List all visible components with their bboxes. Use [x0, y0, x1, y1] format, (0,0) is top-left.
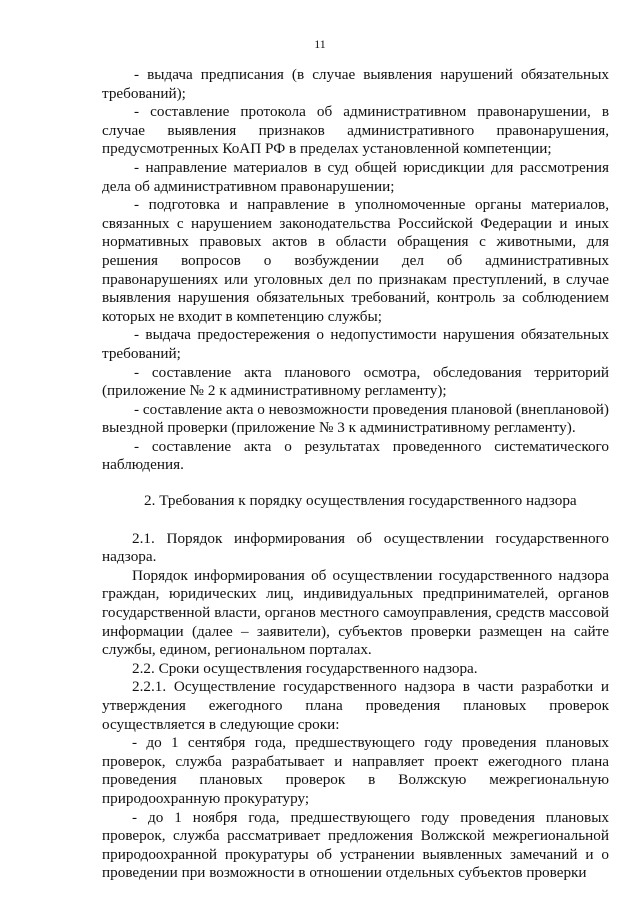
paragraph-warning: - выдача предостережения о недопустимости нарушения обязательных требований;: [102, 326, 609, 362]
paragraph-inspection-act: - составление акта планового осмотра, обследования территорий (приложение № 2 к административному регламенту);: [102, 363, 609, 400]
paragraph-materials-transfer: - подготовка и направление в уполномоченные органы материалов, связанных с нарушением законодательства Российской Федерации и иных нормативных правовых актов в области обращения с животными, для решения вопросов о возбуждении дел об административных правонарушениях или уголовных дел по признакам преступлений, в случае выявления нарушения обязательных требований, контроль за соблюдением которых не входит в компетенцию службы;: [102, 196, 609, 325]
paragraph-informing: Порядок информирования об осуществлении государственного надзора граждан, юридических лиц, индивидуальных предпринимателей, органов государственной власти, органов местного самоуправления, средств массовой информации (далее – заявители), субъектов проверки размещен на сайте службы, едином, региональном порталах.: [102, 566, 609, 659]
paragraph-impossibility-act: - составление акта о невозможности проведения плановой (внеплановой) выездной проверки (приложение № 3 к административному регламенту).: [102, 400, 609, 437]
paragraph-observation-act: - составление акта о результатах проведенного систематического наблюдения.: [102, 437, 609, 474]
page-number: 11: [314, 37, 326, 51]
document-body: [102, 66, 609, 883]
paragraph-2-2-1: 2.2.1. Осуществление государственного надзора в части разработки и утверждения ежегодного плана проведения плановых проверок осуществляется в следующие сроки:: [102, 678, 609, 733]
paragraph-2-1: 2.1. Порядок информирования об осуществлении государственного надзора.: [102, 529, 609, 566]
paragraph-protocol: - составление протокола об административном правонарушении, в случае выявления признаков административного правонарушения, предусмотренных КоАП РФ в пределах установленной компетенции;: [102, 103, 609, 158]
paragraph-court-referral: - направление материалов в суд общей юрисдикции для рассмотрения дела об административном правонарушении;: [102, 158, 609, 195]
paragraph-prescription: - выдача предписания (в случае выявления нарушений обязательных требований);: [102, 66, 609, 102]
paragraph-2-2: 2.2. Сроки осуществления государственного надзора.: [132, 659, 478, 677]
paragraph-november-deadline: - до 1 ноября года, предшествующего году проведения плановых проверок, служба рассматривает предложения Волжской межрегиональной природоохранной прокуратуры об устранении выявленных замечаний и о проведении при возможности в отношении отдельных субъектов проверки: [102, 808, 609, 882]
section-heading: 2. Требования к порядку осуществления государственного надзора: [144, 492, 577, 510]
paragraph-september-deadline: - до 1 сентября года, предшествующего году проведения плановых проверок, служба разрабатывает и направляет проект ежегодного плана проведения плановых проверок в Волжскую межрегиональную природоохранную прокуратуру;: [102, 734, 609, 807]
